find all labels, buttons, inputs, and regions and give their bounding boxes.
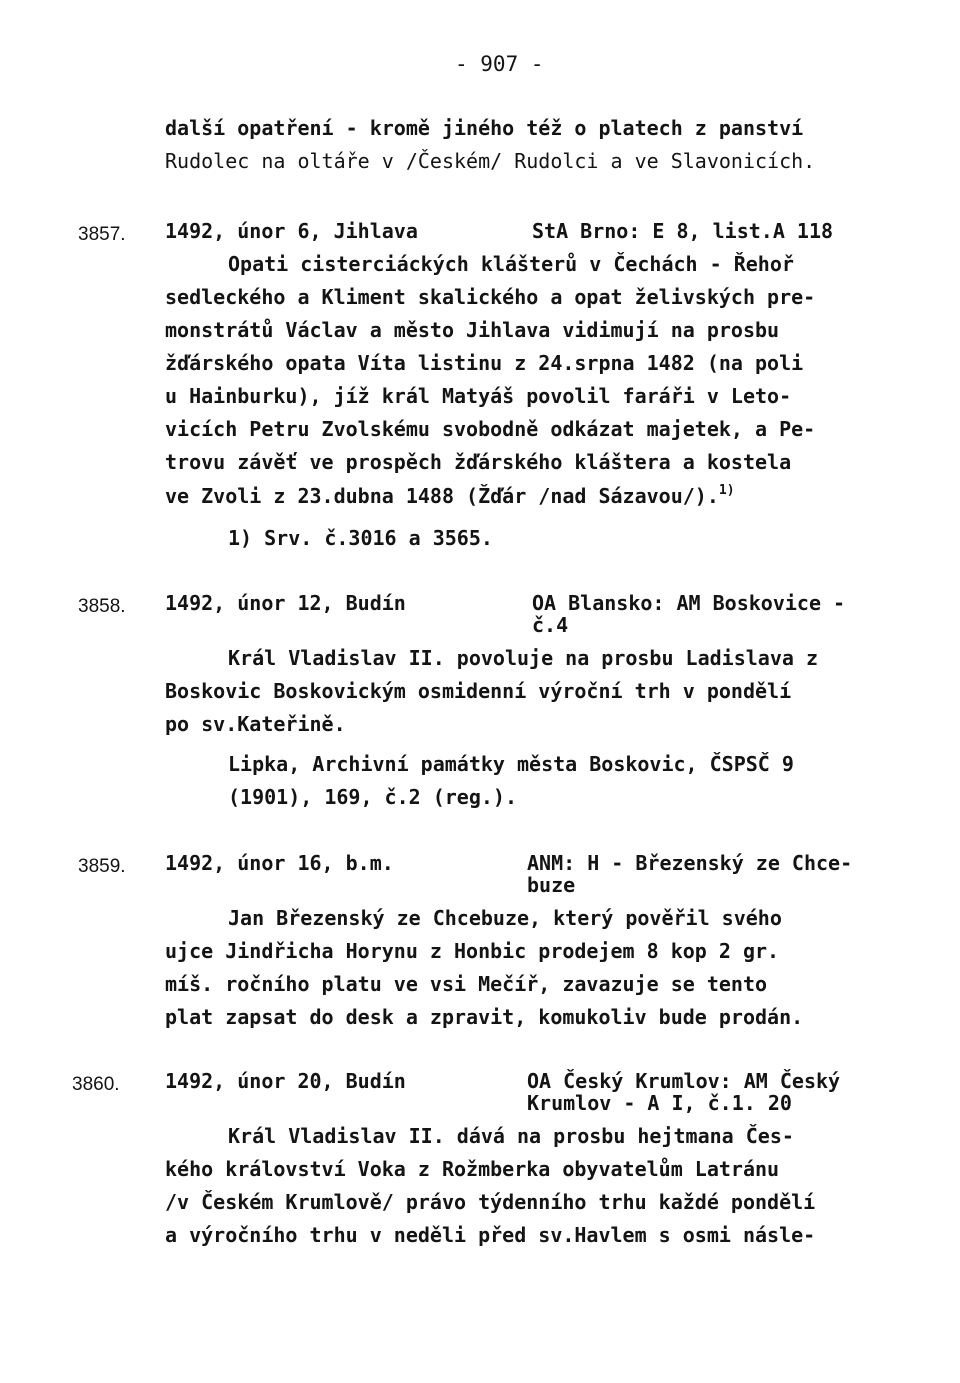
page-number: - 907 - bbox=[455, 52, 544, 76]
entry-body-line: kého království Voka z Rožmberka obyvatelům Latránu bbox=[165, 1157, 780, 1181]
entry-number: 3859. bbox=[78, 856, 126, 877]
continuation-line: Rudolec na oltáře v /Českém/ Rudolci a ve Slavonicích. bbox=[165, 149, 816, 173]
entry-body-line bbox=[165, 480, 735, 513]
entry-body-text: ve Zvoli z 23.dubna 1488 (Žďár /nad Sázavou/). bbox=[165, 484, 719, 508]
entry-body-line: u Hainburku), jíž král Matyáš povolil faráři v Leto- bbox=[165, 384, 792, 408]
entry-body-line: Král Vladislav II. povoluje na prosbu Ladislava z bbox=[228, 646, 819, 670]
continuation-line: další opatření - kromě jiného též o platech z panství bbox=[165, 116, 804, 140]
entry-body-line: /v Českém Krumlově/ právo týdenního trhu každé pondělí bbox=[165, 1190, 816, 1214]
entry-note-line: Lipka, Archivní památky města Boskovic, ČSPSČ 9 bbox=[228, 752, 794, 776]
entry-body-line: Opati cisterciáckých klášterů v Čechách - Řehoř bbox=[228, 252, 794, 276]
entry-body-line: plat zapsat do desk a zpravit, komukoliv bude prodán. bbox=[165, 1005, 804, 1029]
entry-body-line: monstrátů Václav a město Jihlava vidimují na prosbu bbox=[165, 318, 780, 342]
entry-date-place: 1492, únor 6, Jihlava bbox=[165, 219, 418, 243]
entry-archive: StA Brno: E 8, list.A 118 bbox=[532, 219, 834, 243]
entry-archive: OA Český Krumlov: AM Český bbox=[527, 1069, 841, 1093]
entry-date-place: 1492, únor 12, Budín bbox=[165, 591, 406, 615]
entry-body-line: po sv.Kateřině. bbox=[165, 712, 346, 736]
entry-body-line: sedleckého a Kliment skalického a opat želivských pre- bbox=[165, 285, 816, 309]
entry-footnote: 1) Srv. č.3016 a 3565. bbox=[228, 526, 493, 550]
entry-archive: Krumlov - A I, č.1. 20 bbox=[527, 1091, 792, 1115]
entry-date-place: 1492, únor 20, Budín bbox=[165, 1069, 406, 1093]
entry-archive: buze bbox=[527, 873, 576, 897]
footnote-marker: 1) bbox=[718, 483, 735, 498]
entry-note-line: (1901), 169, č.2 (reg.). bbox=[228, 785, 517, 809]
entry-body-line: žďárského opata Víta listinu z 24.srpna 1482 (na poli bbox=[165, 351, 804, 375]
entry-number: 3860. bbox=[72, 1074, 120, 1095]
entry-body-line: vicích Petru Zvolskému svobodně odkázat majetek, a Pe- bbox=[165, 417, 816, 441]
entry-body-line: a výročního trhu v neděli před sv.Havlem s osmi násle- bbox=[165, 1223, 816, 1247]
entry-body-line: trovu závěť ve prospěch žďárského kláštera a kostela bbox=[165, 450, 792, 474]
entry-number: 3857. bbox=[78, 224, 126, 245]
entry-body-line: ujce Jindřicha Horynu z Honbic prodejem 8 kop 2 gr. bbox=[165, 939, 780, 963]
entry-body-line: Jan Březenský ze Chcebuze, který pověřil svého bbox=[228, 906, 782, 930]
entry-archive: ANM: H - Březenský ze Chce- bbox=[527, 851, 853, 875]
entry-archive: OA Blansko: AM Boskovice - bbox=[532, 591, 846, 615]
entry-date-place: 1492, únor 16, b.m. bbox=[165, 851, 394, 875]
entry-body-line: Král Vladislav II. dává na prosbu hejtmana Čes- bbox=[228, 1124, 794, 1148]
entry-archive: č.4 bbox=[532, 613, 569, 637]
entry-number: 3858. bbox=[78, 596, 126, 617]
entry-body-line: míš. ročního platu ve vsi Mečíř, zavazuje se tento bbox=[165, 972, 768, 996]
entry-body-line: Boskovic Boskovickým osmidenní výroční trh v pondělí bbox=[165, 679, 792, 703]
